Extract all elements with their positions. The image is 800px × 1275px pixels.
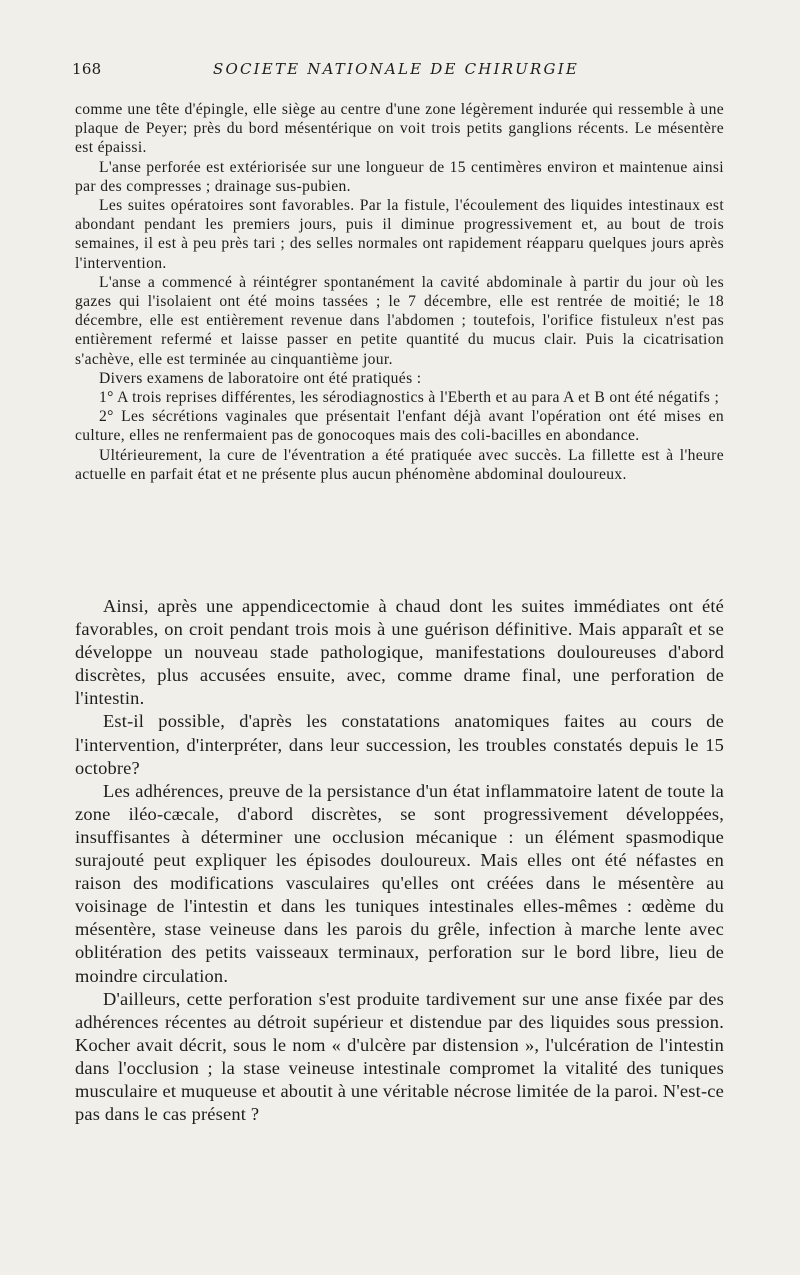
paragraph: Ainsi, après une appendicectomie à chaud dont les suites immédiates ont été favorables, on croit pendant trois mois à une guérison définitive. Mais apparaît et se développe un nouveau stade pathologique, manifestations douloureuses d'abord discrètes, plus accusées ensuite, avec, comme drame final, une perforation de l'intestin. bbox=[75, 596, 724, 709]
running-title: SOCIETE NATIONALE DE CHIRURGIE bbox=[213, 60, 579, 78]
paragraph: Est-il possible, d'après les constatations anatomiques faites au cours de l'intervention, d'interpréter, dans leur succession, les troubles constatés depuis le 15 octobre? bbox=[75, 711, 724, 778]
paragraph: L'anse perforée est extériorisée sur une longueur de 15 centimères environ et maintenue ainsi par des compresses ; drainage sus-pubien. bbox=[75, 158, 724, 195]
page-header bbox=[72, 60, 720, 84]
paragraph: D'ailleurs, cette perforation s'est produite tardivement sur une anse fixée par des adhérences récentes au détroit supérieur et distendue par des liquides sous pression. Kocher avait décrit, sous le nom « d'ulcère par distension », l'ulcération de l'intestin dans l'occlusion ; la stase veineuse intestinale compromet la vitalité des tuniques musculaire et muqueuse et aboutit à une véritable nécrose limitée de la paroi. N'est-ce pas dans le cas présent ? bbox=[75, 988, 724, 1125]
paragraph: Ultérieurement, la cure de l'éventration a été pratiquée avec succès. La fillette est à l'heure actuelle en parfait état et ne présente plus aucun phénomène abdominal douloureux. bbox=[75, 446, 724, 483]
paragraph: Les suites opératoires sont favorables. Par la fistule, l'écoulement des liquides intestinaux est abondant pendant les premiers jours, puis il diminue progressivement et, au bout de trois semaines, il est à peu près tari ; des selles normales ont rapidement réapparu quelques jours après l'intervention. bbox=[75, 197, 724, 272]
page-number: 168 bbox=[72, 60, 102, 78]
paragraph: L'anse a commencé à réintégrer spontanément la cavité abdominale à partir du jour où les gazes qui l'isolaient ont été moins tassées ; le 7 décembre, elle est rentrée de moitié; le 18 décembre, elle est entièrement revenue dans l'abdomen ; toutefois, l'orifice fistuleux n'est pas entièrement refermé et laisse passer en petite quantité du mucus clair. Puis la cicatrisation s'achève, elle est terminée au cinquantième jour. bbox=[75, 273, 724, 368]
case-report-text bbox=[75, 100, 724, 484]
discussion-text bbox=[75, 595, 724, 1126]
paragraph: comme une tête d'épingle, elle siège au centre d'une zone légèrement indurée qui ressemble à une plaque de Peyer; près du bord mésentérique on voit trois petits ganglions récents. Le mésentère est épaissi. bbox=[75, 101, 724, 157]
paragraph: Les adhérences, preuve de la persistance d'un état inflammatoire latent de toute la zone iléo-cæcale, d'abord discrètes, se sont progressivement développées, insuffisantes à déterminer une occlusion mécanique : un élément spasmodique surajouté peut expliquer les épisodes douloureux. Mais elles ont été néfastes en raison des modifications vasculaires qu'elles ont créées dans le mésentère au voisinage de l'intestin et dans les tuniques intestinales elles-mêmes : œdème du mésentère, stase veineuse dans les parois du grêle, infection à marche lente avec oblitération des petits vaisseaux terminaux, perforation sur le bord libre, lieu de moindre circulation. bbox=[75, 780, 724, 986]
paragraph: 1° A trois reprises différentes, les sérodiagnostics à l'Eberth et au para A et B ont été négatifs ; bbox=[99, 389, 720, 407]
paragraph: 2° Les sécrétions vaginales que présentait l'enfant déjà avant l'opération ont été mises en culture, elles ne renfermaient pas de gonocoques mais des coli-bacilles en abondance. bbox=[75, 408, 724, 445]
paragraph: Divers examens de laboratoire ont été pratiqués : bbox=[99, 369, 422, 387]
